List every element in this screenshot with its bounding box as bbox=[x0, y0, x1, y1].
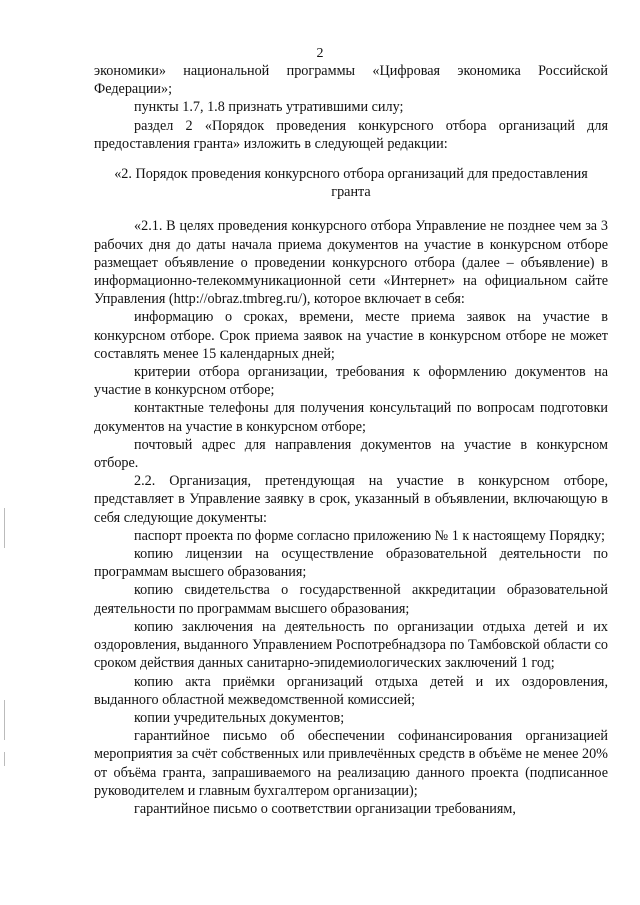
paragraph: копию свидетельства о государственной аккредитации образовательной деятельности по программам высшего образования; bbox=[94, 582, 608, 617]
section-heading: «2. Порядок проведения конкурсного отбора организаций для предоставления гранта bbox=[114, 166, 588, 201]
page-number: 2 bbox=[316, 46, 324, 61]
paragraph: «2.1. В целях проведения конкурсного отбора Управление не позднее чем за 3 рабочих дня до даты начала приема документов на участие в конкурсном отборе размещает объявление о проведении конкурсного отбора (далее – объявление) в информационно-телекоммуникационной сети «Интернет» на официальном сайте Управления (http://obraz.tmbreg.ru/), которое включает в себя: bbox=[94, 218, 608, 308]
document-body bbox=[94, 62, 608, 818]
paragraph: 2.2. Организация, претендующая на участие в конкурсном отборе, представляет в Управление заявку в срок, указанный в объявлении, включающую в себя следующие документы: bbox=[94, 473, 608, 526]
paragraph: пункты 1.7, 1.8 признать утратившими силу; bbox=[134, 99, 404, 116]
scan-mark bbox=[4, 700, 5, 740]
paragraph: копию акта приёмки организаций отдыха детей и их оздоровления, выданного областной межведомственной комиссией; bbox=[94, 673, 608, 708]
paragraph: паспорт проекта по форме согласно приложению № 1 к настоящему Порядку; bbox=[134, 527, 605, 544]
paragraph: экономики» национальной программы «Цифровая экономика Российской Федерации»; bbox=[94, 63, 608, 98]
paragraph: раздел 2 «Порядок проведения конкурсного отбора организаций для предоставления гранта» изложить в следующей редакции: bbox=[94, 117, 608, 152]
paragraph: информацию о сроках, времени, месте приема заявок на участие в конкурсном отборе. Срок приема заявок на участие в конкурсном отборе не может составлять менее 15 календарных дней; bbox=[94, 309, 608, 362]
paragraph: почтовый адрес для направления документов на участие в конкурсном отборе. bbox=[94, 436, 608, 472]
paragraph: гарантийное письмо о соответствии организации требованиям, bbox=[134, 800, 516, 817]
paragraph: копию лицензии на осуществление образовательной деятельности по программам высшего образования; bbox=[94, 546, 608, 581]
scan-mark bbox=[4, 508, 5, 548]
paragraph: копию заключения на деятельность по организации отдыха детей и их оздоровления, выданного Управлением Роспотребнадзора по Тамбовской области со сроком действия данных санитарно-эпидемиологических заключений 1 год; bbox=[94, 618, 608, 672]
paragraph: копии учредительных документов; bbox=[134, 709, 345, 726]
paragraph: гарантийное письмо об обеспечении софинансирования организацией мероприятия за счёт собственных или привлечённых средств в объёме не менее 20% от объёма гранта, запрашиваемого на реализацию данного проекта (подписанное руководителем и главным бухгалтером организации); bbox=[94, 728, 608, 799]
paragraph: контактные телефоны для получения консультаций по вопросам подготовки документов на участие в конкурсном отборе; bbox=[94, 400, 608, 435]
scan-mark bbox=[4, 752, 5, 766]
paragraph: критерии отбора организации, требования к оформлению документов на участие в конкурсном отборе; bbox=[94, 364, 608, 399]
